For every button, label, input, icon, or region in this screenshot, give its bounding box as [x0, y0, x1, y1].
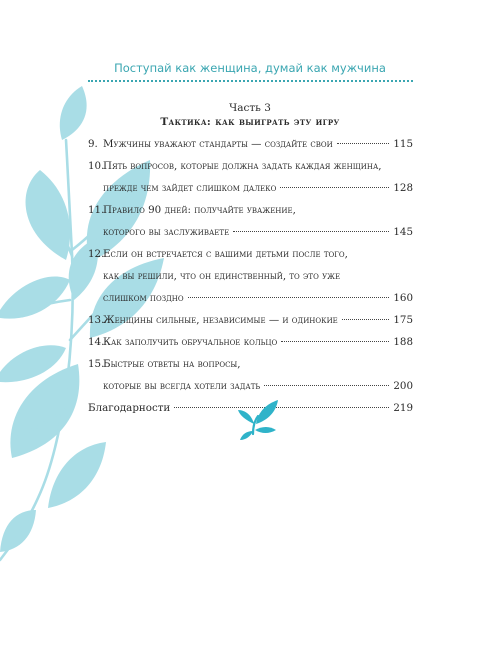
dot-leader — [233, 231, 389, 232]
dot-leader — [337, 143, 390, 144]
dot-leader — [281, 341, 389, 342]
page-number: 128 — [393, 182, 413, 194]
chapter-title-cont: как вы решили, что он единственный, то это уже — [103, 270, 341, 282]
toc-entry-10[interactable] — [88, 155, 413, 177]
chapter-title: Пять вопросов, которые должна задать каждая женщина, — [103, 160, 382, 172]
header-divider — [88, 80, 413, 82]
chapter-title-cont: слишком поздно — [103, 292, 184, 304]
acknowledgements-label: Благодарности — [88, 402, 171, 414]
chapter-number: 10. — [88, 160, 105, 172]
toc-entry-12-cont[interactable] — [88, 265, 413, 287]
chapter-title: Женщины сильные, независимые — и одинокие — [103, 314, 338, 326]
part-title: Тактика: как выиграть эту игру — [160, 116, 340, 128]
chapter-number: 13. — [88, 314, 105, 326]
toc-entry-15[interactable] — [88, 353, 413, 375]
toc-entry-11[interactable] — [88, 199, 413, 221]
toc-entry-14[interactable] — [88, 331, 413, 353]
chapter-title-cont: прежде чем зайдет слишком далеко — [103, 182, 277, 194]
page-number: 115 — [393, 138, 413, 150]
page-number: 175 — [393, 314, 413, 326]
page-number: 188 — [393, 336, 413, 348]
toc-entry-9[interactable] — [88, 133, 413, 155]
toc-entry-10-cont[interactable] — [88, 177, 413, 199]
page-number: 219 — [393, 402, 413, 414]
chapter-number: 9. — [88, 138, 98, 150]
page-number: 200 — [393, 380, 413, 392]
chapter-number: 15. — [88, 358, 105, 370]
toc-entry-12-cont2[interactable] — [88, 287, 413, 309]
chapter-title: Если он встречается с вашими детьми после того, — [103, 248, 348, 260]
page-number: 160 — [393, 292, 413, 304]
dot-leader — [174, 407, 389, 408]
chapter-number: 14. — [88, 336, 105, 348]
part-label: Часть 3 — [229, 102, 271, 114]
table-of-contents — [88, 133, 413, 419]
dot-leader — [264, 385, 389, 386]
running-header-title: Поступай как женщина, думай как мужчина — [114, 61, 386, 75]
chapter-title: Быстрые ответы на вопросы, — [103, 358, 241, 370]
dot-leader — [342, 319, 390, 320]
dot-leader — [188, 297, 390, 298]
chapter-title: Как заполучить обручальное кольцо — [103, 336, 278, 348]
toc-entry-15-cont[interactable] — [88, 375, 413, 397]
chapter-number: 12. — [88, 248, 105, 260]
leaf-sprig-ornament — [236, 398, 280, 442]
toc-entry-11-cont[interactable] — [88, 221, 413, 243]
chapter-number: 11. — [88, 204, 105, 216]
chapter-title-cont: которого вы заслуживаете — [103, 226, 230, 238]
chapter-title-cont: которые вы всегда хотели задать — [103, 380, 261, 392]
page-number: 145 — [393, 226, 413, 238]
chapter-title: Правило 90 дней: получайте уважение, — [103, 204, 296, 216]
toc-entry-13[interactable] — [88, 309, 413, 331]
chapter-title: Мужчины уважают стандарты — создайте свои — [103, 138, 333, 150]
toc-entry-12[interactable] — [88, 243, 413, 265]
dot-leader — [280, 187, 389, 188]
